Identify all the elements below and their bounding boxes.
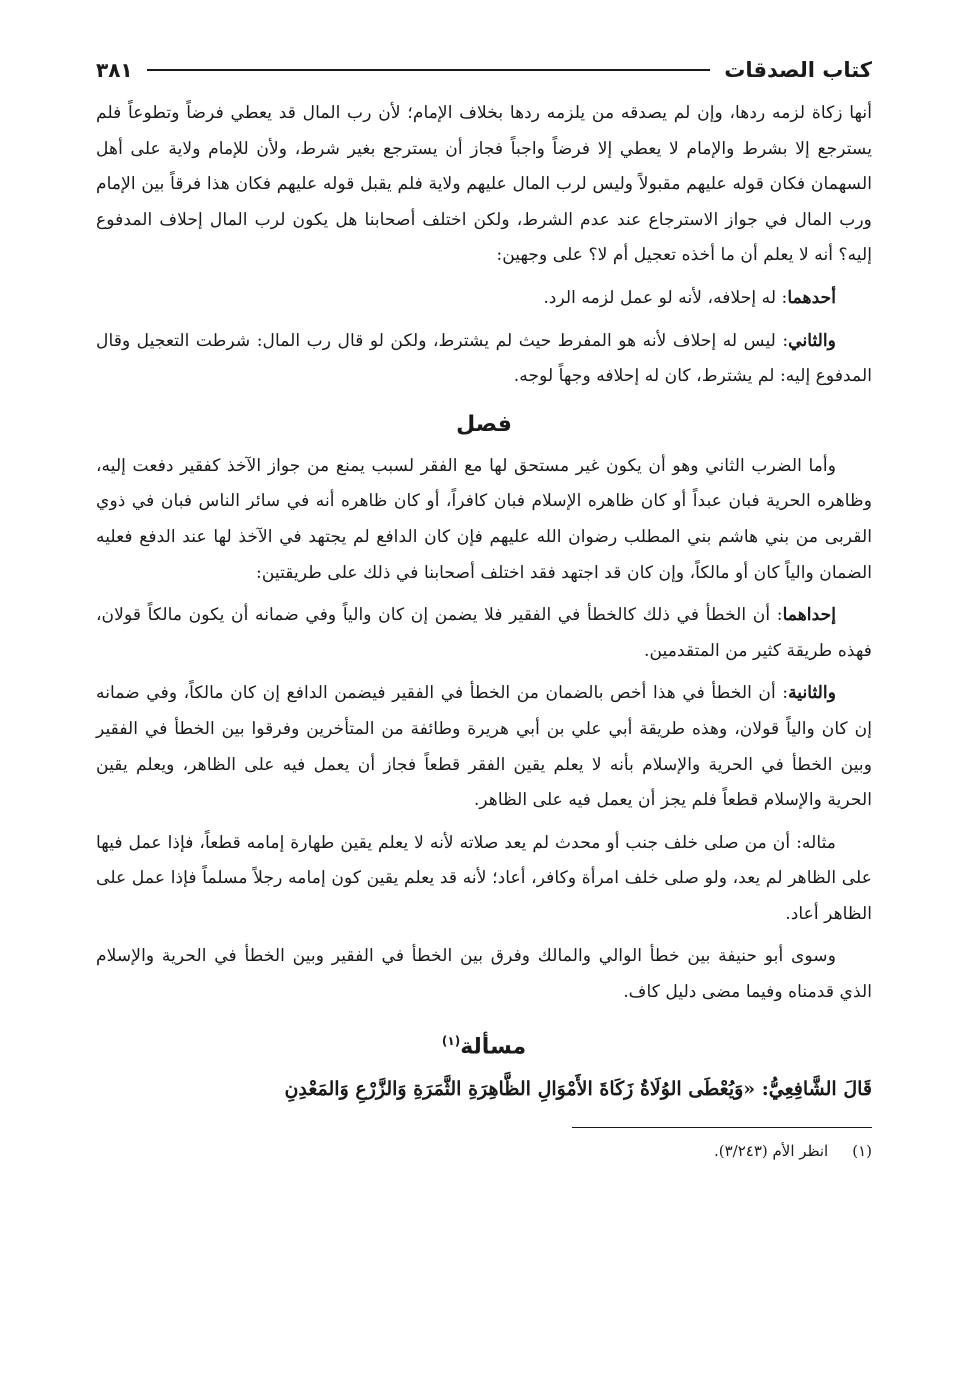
paragraph-text: : أن الخطأ في ذلك كالخطأ في الفقير فلا يضمن إن كان والياً وفي ضمانه أن يكون مالكاً قولان، فهذه طريقة كثير من المتقدمين.: [96, 605, 872, 661]
paragraph-lead-word: والثانية: [788, 683, 836, 704]
paragraph-lead-word: إحداهما: [782, 605, 836, 626]
page-number: ٣٨١: [96, 58, 133, 82]
paragraph-second-method: [96, 676, 872, 818]
paragraph-abu-hanifa: وسوى أبو حنيفة بين خطأ الوالي والمالك وفرق بين الخطأ في الفقير وبين الخطأ في الحرية والإسلام الذي قدمناه وفيما مضى دليل كاف.: [96, 946, 872, 1003]
paragraph-continuation: أنها زكاة لزمه ردها، وإن لم يصدقه من يلزمه ردها بخلاف الإمام؛ لأن رب المال قد يعطي فرضاً وتطوعاً فلم يسترجع إلا بشرط والإمام لا يعطي إلا فرضاً واجباً فجاز أن يسترجع بغير شرط، ولأن للإمام ولاية على أهل السهمان فكان قوله عليهم مقبولاً وليس لرب المال عليهم ولاية فلم يقبل قوله عليهم فكان هذا فرقاً بين الإمام ورب المال في جواز الاسترجاع عند عدم الشرط، ولكن اختلف أصحابنا هل يكون لرب المال إحلاف المدفوع إليه؟ أنه لا يعلم أن ما أخذه تعجيل أم لا؟ على وجهين:: [96, 103, 872, 266]
shafii-quote: قَالَ الشَّافِعِيُّ: «وَيُعْطَى الوُلَاةُ زَكَاةَ الأَمْوَالِ الظَّاهِرَةِ الثَّمَرَةِ وَالزَّرْعِ وَالمَعْدِنِ: [284, 1077, 872, 1100]
footnote-reference: (١): [441, 1033, 461, 1048]
paragraph-text: : ليس له إحلاف لأنه هو المفرط حيث لم يشترط، ولكن لو قال رب المال: شرطت التعجيل وقال المدفوع إليه: لم يشترط، كان له إحلافه وجهاً لوجه.: [96, 330, 872, 387]
footnote: [96, 1136, 872, 1166]
paragraph-lead-word: والثاني: [788, 330, 836, 351]
footnote-separator: [572, 1127, 872, 1128]
paragraph-second-type: وأما الضرب الثاني وهو أن يكون غير مستحق لها مع الفقر لسبب يمنع من جواز الآخذ كفقير دفعت إليه، وظاهره الحرية فبان عبداً أو كان ظاهره الإسلام فبان كافراً، أو كان ظاهره أنه في سائر الناس فبان في ذوي القربى من بني هاشم بني المطلب رضوان الله عليهم فإن كان الدافع لم يجتهد في الآخذ لها عند الدفع فعليه الضمان والياً كان أو مالكاً، وإن كان قد اجتهد فقد اختلف أصحابنا في ذلك على طريقتين:: [96, 455, 872, 583]
page-body: [96, 96, 872, 1166]
paragraph-first-method: [96, 598, 872, 669]
page-header: [96, 52, 872, 88]
header-rule: [147, 69, 711, 71]
paragraph-second-view: [96, 324, 872, 395]
paragraph-text: : له إحلافه، لأنه لو عمل لزمه الرد.: [543, 287, 788, 308]
section-heading-masala: [96, 1025, 872, 1063]
paragraph-example: مثاله: أن من صلى خلف جنب أو محدث لم يعد صلاته لأنه لا يعلم يقين طهارة إمامه قطعاً، فإذا عمل فيها على الظاهر لم يعد، ولو صلى خلف امرأة وكافر، أعاد؛ لأنه قد يعلم يقين كون إمامه رجلاً مسلماً فإذا عمل على الظاهر أعاد.: [96, 832, 872, 924]
paragraph-text: : أن الخطأ في هذا أخص بالضمان من الخطأ في الفقير فيضمن الدافع إن كان مالكاً، وفي ضمانه إن كان والياً قولان، وهذه طريقة أبي علي بن أبي هريرة وطائفة من المتأخرين وفرقوا بين الخطأ في الفقير وبين الخطأ في الحرية والإسلام بأنه لا يعلم يقين الفقر قطعاً فجاز أن يعمل فيه على الظاهر، ويعلم يقين الحرية والإسلام قطعاً فلم يجز أن يعمل فيه على الظاهر.: [96, 683, 872, 811]
book-page: [96, 52, 872, 1166]
paragraph-first-view: [96, 281, 872, 317]
section-heading-fasl: فصل: [456, 411, 512, 437]
footnote-text: انظر الأم (٣/٢٤٣).: [713, 1141, 829, 1160]
masala-title: مسألة: [460, 1033, 527, 1059]
running-title: كتاب الصدقات: [724, 58, 872, 82]
footnote-number: (١): [852, 1141, 872, 1160]
paragraph-lead-word: أحدهما: [787, 287, 836, 308]
